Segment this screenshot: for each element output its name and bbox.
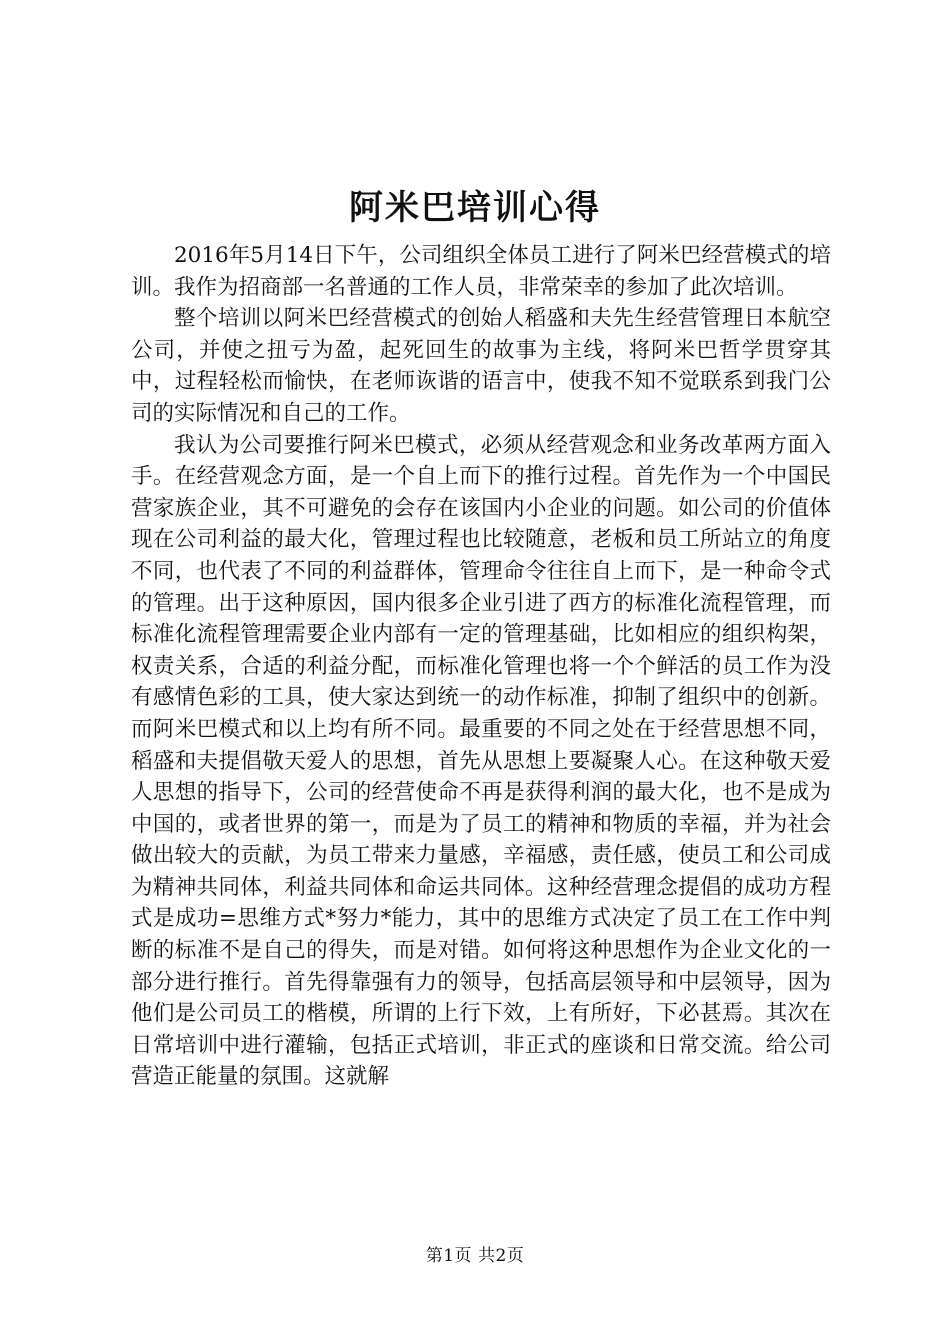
document-title: 阿米巴培训心得 (349, 188, 601, 228)
paragraph-2: 整个培训以阿米巴经营模式的创始人稻盛和夫先生经营管理日本航空公司，并使之扭亏为盈，起死回生的故事为主线，将阿米巴哲学贯穿其中，过程轻松而愉快，在老师诙谐的语言中，使我不知不觉联系到我门公司的实际情况和自己的工作。 (131, 306, 831, 426)
document-body (131, 240, 831, 1093)
paragraph-3: 我认为公司要推行阿米巴模式，必须从经营观念和业务改革两方面入手。在经营观念方面，是一个自上而下的推行过程。首先作为一个中国民营家族企业，其不可避免的会存在该国内小企业的问题。如公司的价值体现在公司利益的最大化，管理过程也比较随意，老板和员工所站立的角度不同，也代表了不同的利益群体，管理命令往往自上而下，是一种命令式的管理。出于这种原因，国内很多企业引进了西方的标准化流程管理，而标准化流程管理需要企业内部有一定的管理基础，比如相应的组织构架，权责关系，合适的利益分配，而标准化管理也将一个个鲜活的员工作为没有感情色彩的工具，使大家达到统一的动作标准，抑制了组织中的创新。而阿米巴模式和以上均有所不同。最重要的不同之处在于经营思想不同，稻盛和夫提倡敬天爱人的思想，首先从思想上要凝聚人心。在这种敬天爱人思想的指导下，公司的经营使命不再是获得利润的最大化，也不是成为中国的，或者世界的第一，而是为了员工的精神和物质的幸福，并为社会做出较大的贡献，为员工带来力量感，辛福感，责任感，使员工和公司成为精神共同体，利益共同体和命运共同体。这种经营理念提倡的成功方程式是成功=思维方式*努力*能力，其中的思维方式决定了员工在工作中判断的标准不是自己的得失，而是对错。如何将这种思想作为企业文化的一部分进行推行。首先得靠强有力的领导，包括高层领导和中层领导，因为他们是公司员工的楷模，所谓的上行下效，上有所好，下必甚焉。其次在日常培训中进行灌输，包括正式培训，非正式的座谈和日常交流。给公司营造正能量的氛围。这就解 (131, 432, 831, 1090)
paragraph-1: 2016年5月14日下午，公司组织全体员工进行了阿米巴经营模式的培训。我作为招商部一名普通的工作人员，非常荣幸的参加了此次培训。 (131, 243, 831, 300)
page-number-footer: 第1页 共2页 (425, 1246, 525, 1266)
